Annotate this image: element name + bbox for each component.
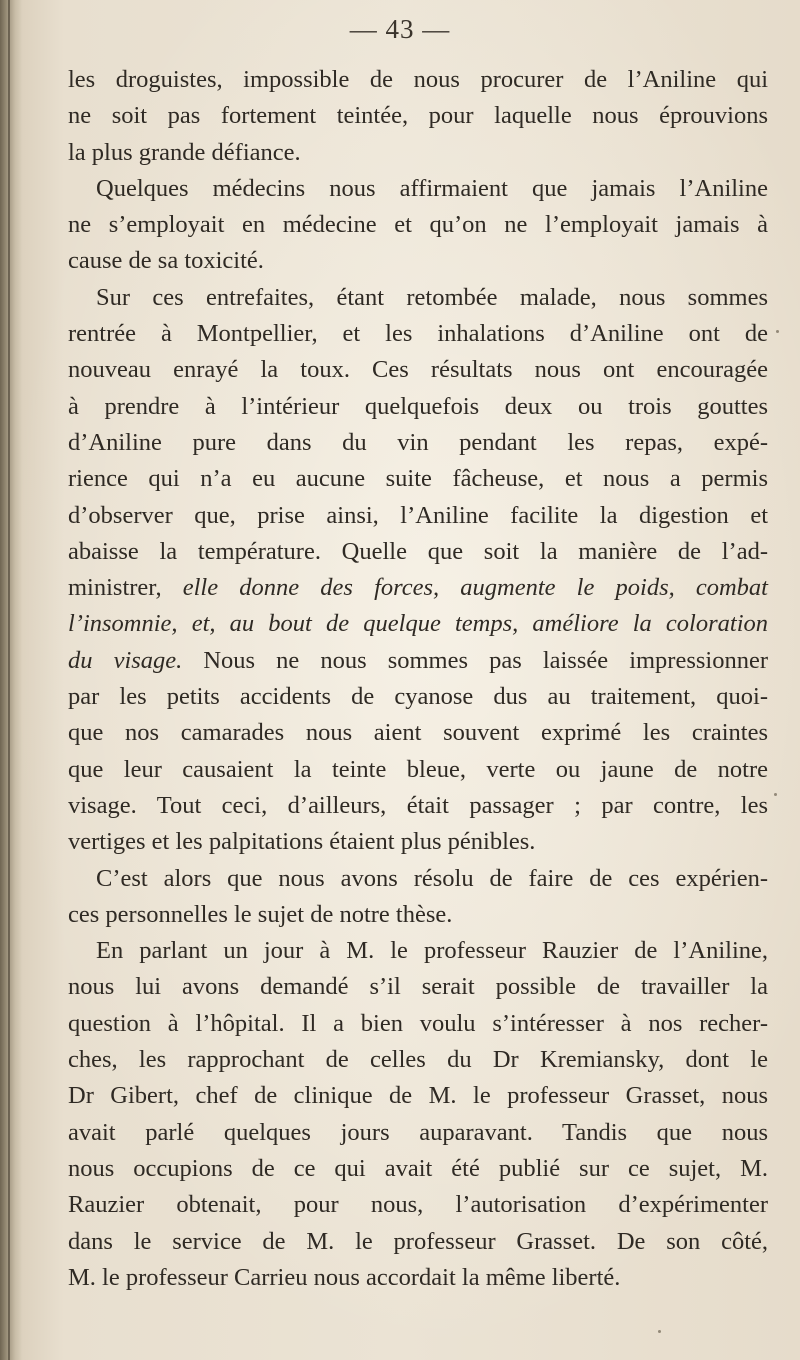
- text-line-14: abaisse la température. Quelle que soit la manière de l’ad-: [68, 537, 768, 565]
- text-line-22: vertiges et les palpitations étaient plus pénibles.: [68, 828, 536, 856]
- text-line-10: à prendre à l’intérieur quelquefois deux ou trois gouttes: [68, 392, 768, 420]
- text-line-4: Quelques médecins nous affirmaient que jamais l’Aniline: [96, 174, 768, 202]
- text-line-33: dans le service de M. le professeur Grasset. De son côté,: [68, 1227, 768, 1255]
- text-line-27: question à l’hôpital. Il a bien voulu s’intéresser à nos recher-: [68, 1009, 768, 1037]
- text-line-19: que nos camarades nous aient souvent exprimé les craintes: [68, 719, 768, 747]
- text-line-34: M. le professeur Carrieu nous accordait la même liberté.: [68, 1263, 621, 1291]
- text-line-24: ces personnelles le sujet de notre thèse.: [68, 900, 453, 928]
- text-line-32: Rauzier obtenait, pour nous, l’autorisation d’expérimenter: [68, 1191, 768, 1219]
- paper-speck: [776, 330, 779, 333]
- text-line-16-italic: l’insomnie, et, au bout de quelque temps, améliore la coloration: [68, 610, 768, 638]
- body-text: [68, 62, 768, 1296]
- text-line-18: par les petits accidents de cyanose dus au traitement, quoi-: [68, 683, 768, 711]
- text-line-31: nous occupions de ce qui avait été publié sur ce sujet, M.: [68, 1154, 768, 1182]
- text-line-11: d’Aniline pure dans du vin pendant les repas, expé-: [68, 428, 768, 456]
- text-line-5: ne s’employait en médecine et qu’on ne l’employait jamais à: [68, 211, 768, 239]
- text-line-6: cause de sa toxicité.: [68, 247, 264, 275]
- page-number: — 43 —: [349, 14, 451, 44]
- page-binding-gutter: [0, 0, 22, 1360]
- text-line-25: En parlant un jour à M. le professeur Rauzier de l’Aniline,: [96, 937, 768, 965]
- text-line-16: [68, 606, 768, 642]
- text-line-7: Sur ces entrefaites, étant retombée malade, nous sommes: [96, 283, 768, 311]
- paper-speck: [774, 793, 777, 796]
- text-line-17-italic: du visage.: [68, 646, 183, 674]
- binding-edge-line: [8, 0, 10, 1360]
- text-line-1: les droguistes, impossible de nous procurer de l’Aniline qui: [68, 66, 768, 93]
- text-line-30: avait parlé quelques jours auparavant. Tandis que nous: [68, 1118, 768, 1146]
- text-line-9: nouveau enrayé la toux. Ces résultats nous ont encouragée: [68, 356, 768, 384]
- text-line-20: que leur causaient la teinte bleue, verte ou jaune de notre: [68, 755, 768, 783]
- text-line-15: [68, 570, 768, 606]
- text-line-17-plain: Nous ne nous sommes pas laissée impressionner: [182, 646, 769, 674]
- text-line-26: nous lui avons demandé s’il serait possible de travailler la: [68, 973, 768, 1001]
- text-line-15-italic: elle donne des forces, augmente le poids, combat: [182, 574, 768, 602]
- text-line-2: ne soit pas fortement teintée, pour laquelle nous éprouvions: [68, 102, 768, 130]
- text-line-21: visage. Tout ceci, d’ailleurs, était passager ; par contre, les: [68, 791, 768, 819]
- text-line-13: d’observer que, prise ainsi, l’Aniline facilite la digestion et: [68, 501, 768, 529]
- text-line-12: rience qui n’a eu aucune suite fâcheuse, et nous a permis: [68, 465, 768, 493]
- text-line-15-plain: ministrer,: [68, 574, 183, 602]
- text-line-23: C’est alors que nous avons résolu de faire de ces expérien-: [96, 864, 768, 892]
- text-line-3: la plus grande défiance.: [68, 138, 301, 166]
- text-line-17: [68, 643, 768, 679]
- text-line-29: Dr Gibert, chef de clinique de M. le professeur Grasset, nous: [68, 1082, 768, 1110]
- text-line-28: ches, les rapprochant de celles du Dr Kremiansky, dont le: [68, 1046, 768, 1074]
- text-line-8: rentrée à Montpellier, et les inhalations d’Aniline ont de: [68, 320, 768, 348]
- paper-speck: [658, 1330, 661, 1333]
